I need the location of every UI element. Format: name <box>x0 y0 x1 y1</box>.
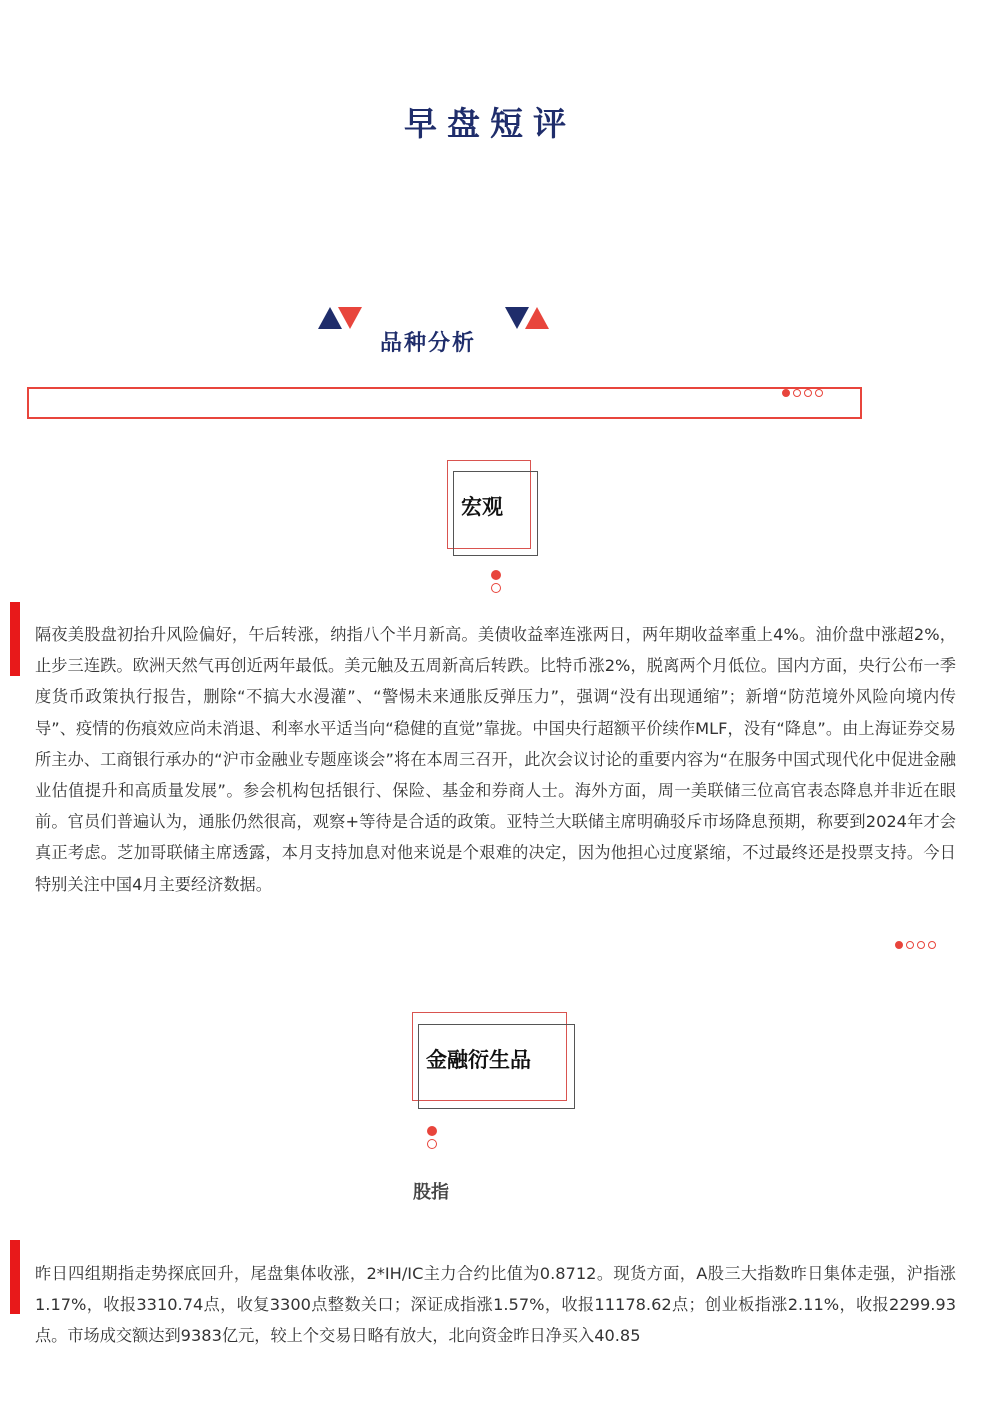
vertical-dots-icon <box>427 1126 437 1149</box>
sub-heading-stock-index: 股指 <box>413 1182 449 1203</box>
section-banner-box <box>27 387 862 419</box>
macro-paragraph: 隔夜美股盘初抬升风险偏好，午后转涨，纳指八个半月新高。美债收益率连涨两日，两年期收益率重上4%。油价盘中涨超2%，止步三连跌。欧洲天然气再创近两年最低。美元触及五周新高后转跌。比特币涨2%，脱离两个月低位。国内方面，央行公布一季度货币政策执行报告，删除“不搞大水漫灌”、“警惕未来通胀反弹压力”，强调“没有出现通缩”；新增“防范境外风险向境内传导”、疫情的伤痕效应尚未消退、利率水平适当向“稳健的直觉”靠拢。中国央行超额平价续作MLF，没有“降息”。由上海证券交易所主办、工商银行承办的“沪市金融业专题座谈会”将在本周三召开，此次会议讨论的重要内容为“在服务中国式现代化中促进金融业估值提升和高质量发展”。参会机构包括银行、保险、基金和券商人士。海外方面，周一美联储三位高官表态降息并非近在眼前。官员们普遍认为，通胀仍然很高，观察+等待是合适的政策。亚特兰大联储主席明确驳斥市场降息预期，称要到2024年才会真正考虑。芝加哥联储主席透露，本月支持加息对他来说是个艰难的决定，因为他担心过度紧缩，不过最终还是投票支持。今日特别关注中国4月主要经济数据。 <box>35 625 956 894</box>
triangle-decoration-left-icon <box>318 307 362 329</box>
accent-bar <box>10 602 20 676</box>
derivatives-paragraph: 昨日四组期指走势探底回升，尾盘集体收涨，2*IH/IC主力合约比值为0.8712。现货方面，A股三大指数昨日集体走强，沪指涨1.17%，收报3310.74点，收复3300点整数关口；深证成指涨1.57%，收报11178.62点；创业板指涨2.11%，收报2299.93点。市场成交额达到9383亿元，较上个交易日略有放大，北向资金昨日净买入40.85 <box>35 1264 956 1346</box>
derivatives-label: 金融衍生品 <box>426 1048 531 1072</box>
vertical-dots-icon <box>491 570 501 593</box>
triangle-decoration-right-icon <box>505 307 549 329</box>
dots-decoration-icon <box>895 941 936 949</box>
page-title: 早盘短评 <box>404 104 576 143</box>
macro-label: 宏观 <box>461 495 503 519</box>
accent-bar <box>10 1240 20 1314</box>
dots-decoration-icon <box>782 389 823 397</box>
section-heading: 品种分析 <box>380 331 477 356</box>
